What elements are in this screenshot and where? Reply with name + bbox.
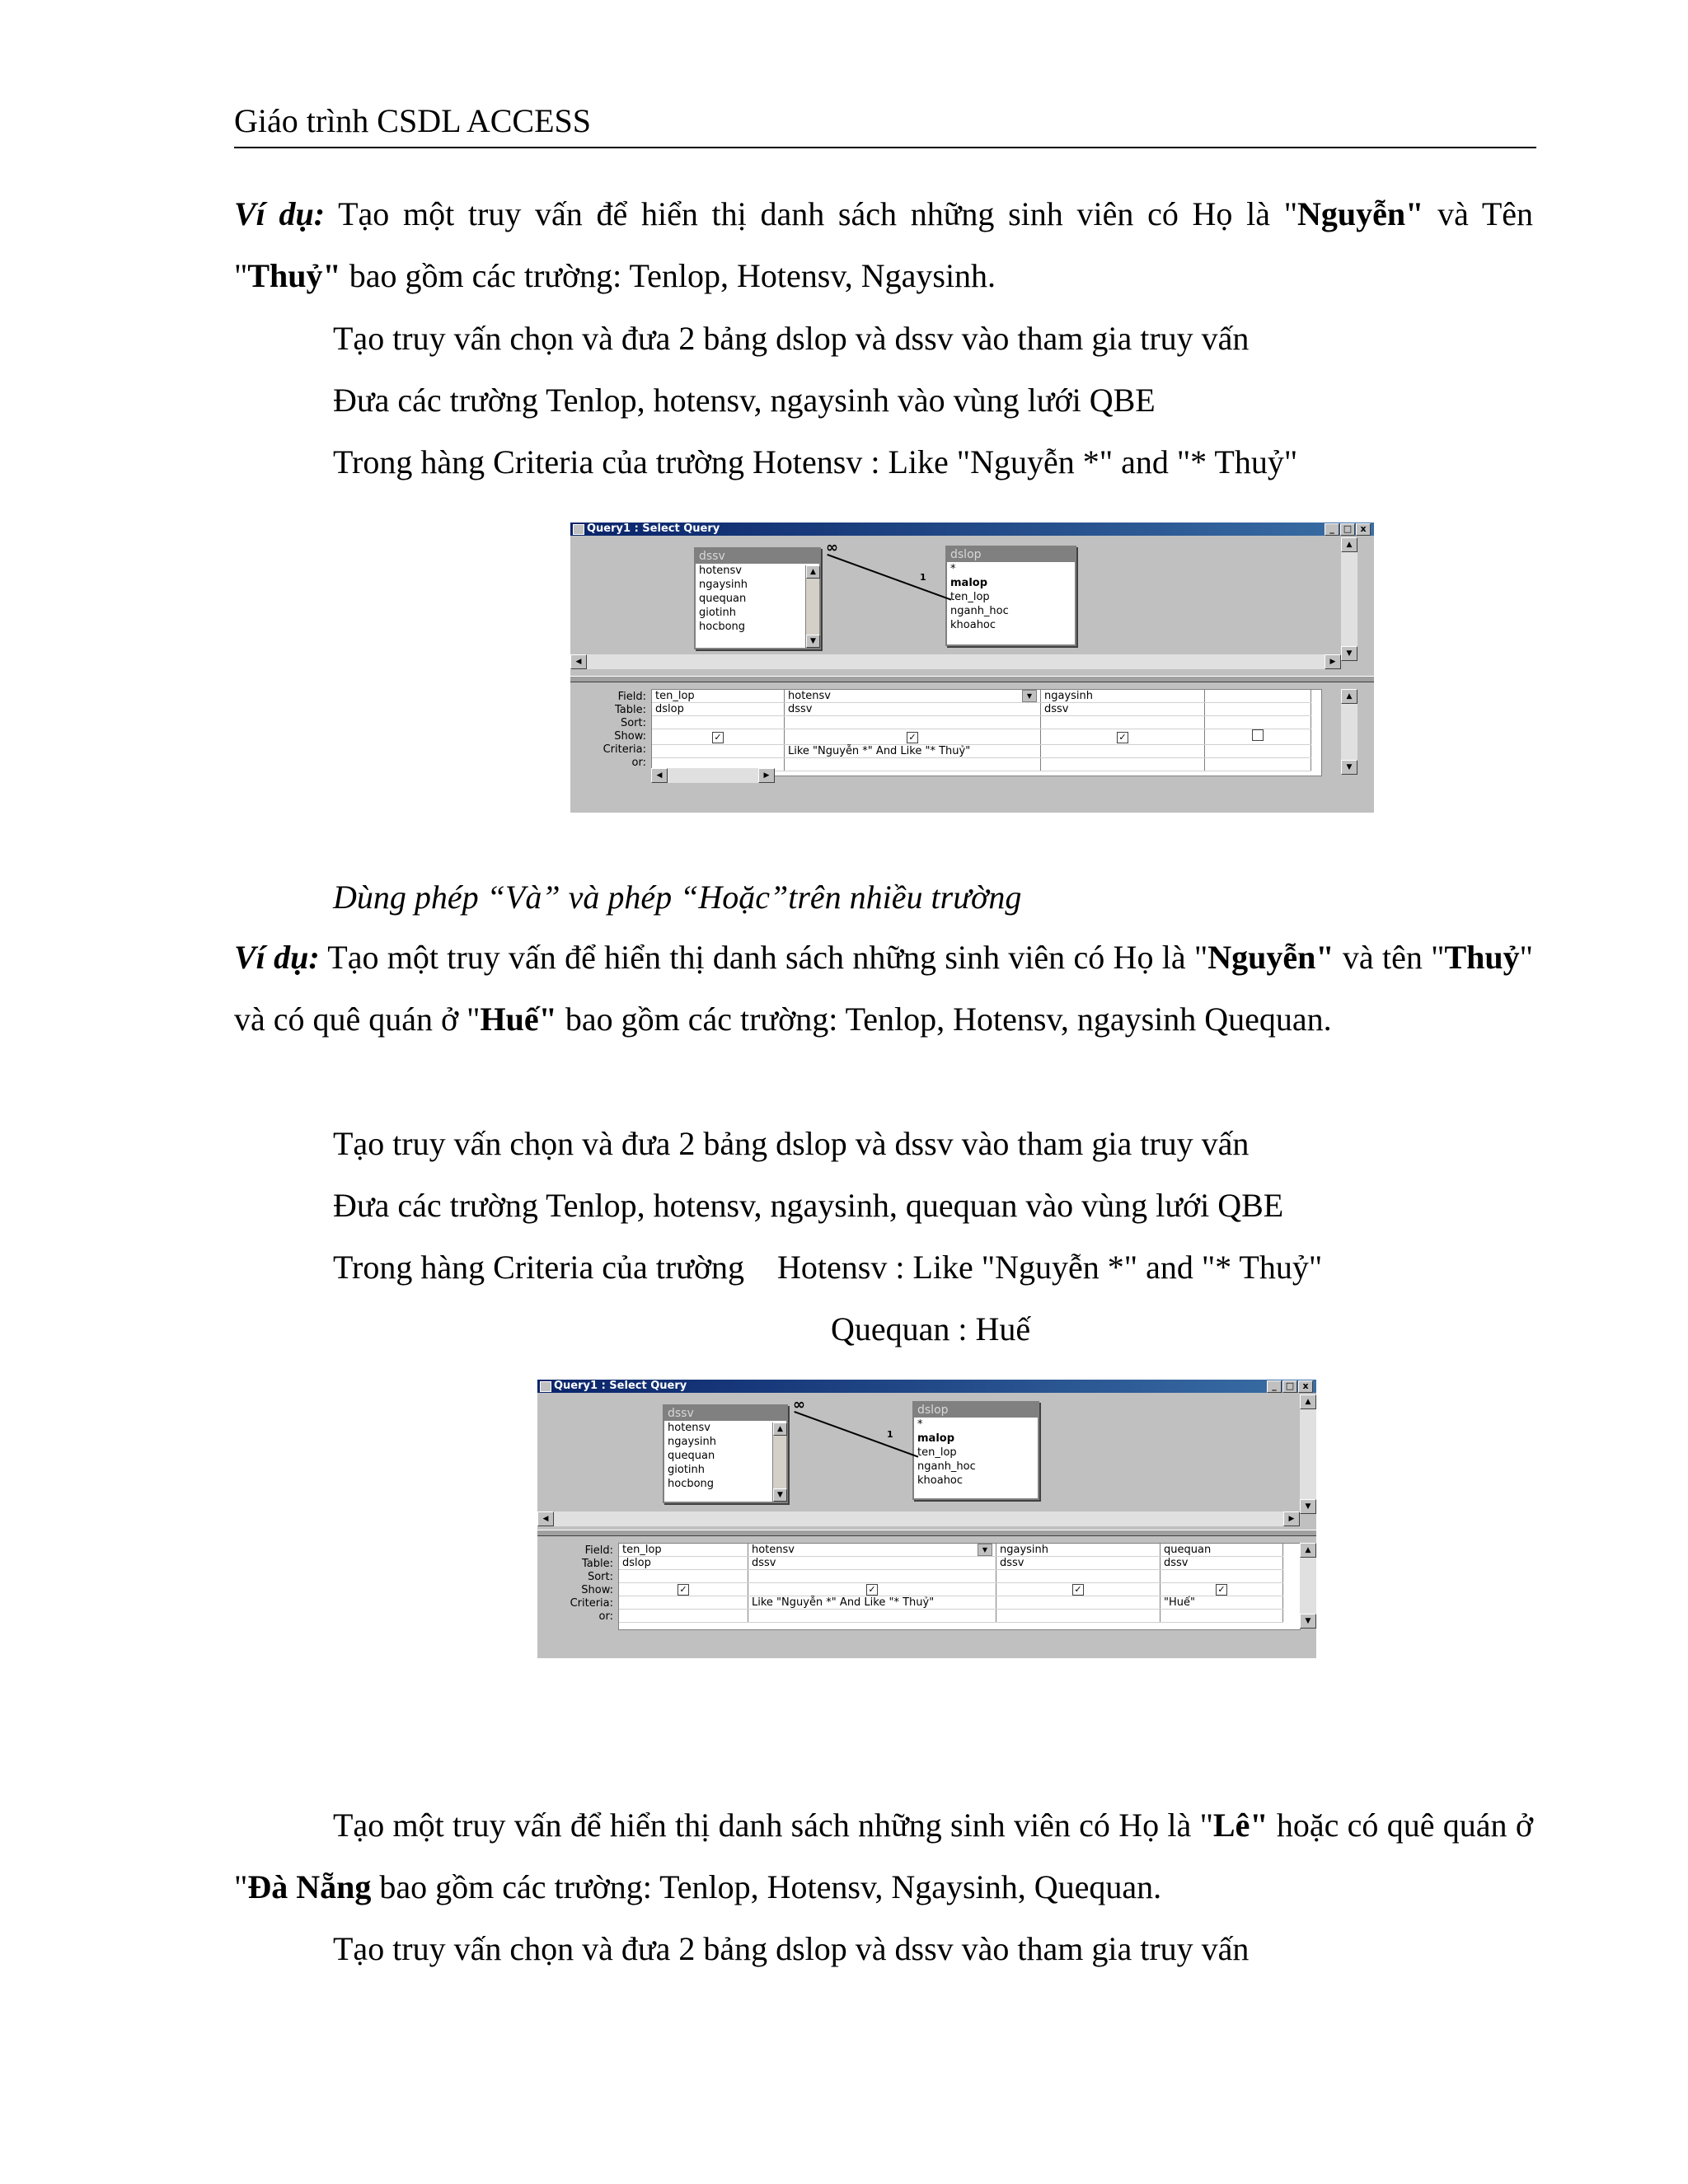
grid-cell[interactable]: Like "Nguyễn *" And Like "* Thuỷ" — [785, 745, 1041, 758]
field-item[interactable]: hotensv — [699, 565, 742, 577]
grid-horizontal-scrollbar[interactable] — [651, 768, 775, 783]
window-titlebar — [570, 523, 1374, 536]
field-item[interactable]: giotinh — [668, 1464, 706, 1476]
grid-cell[interactable]: dslop — [619, 1557, 748, 1570]
field-list-dslop[interactable] — [945, 546, 1076, 646]
grid-cell[interactable]: dssv — [1041, 703, 1205, 716]
grid-cell[interactable]: ngaysinh — [996, 1544, 1160, 1557]
field-item[interactable]: * — [950, 563, 956, 575]
grid-cell[interactable]: dslop — [652, 703, 785, 716]
example2-paragraph — [234, 926, 1533, 1050]
text-span: và tên " — [1334, 939, 1445, 976]
table-row — [619, 1557, 1283, 1570]
field-item[interactable]: hotensv — [668, 1422, 710, 1434]
row-label: or: — [598, 1610, 613, 1623]
cell-text: hotensv — [788, 690, 831, 702]
field-item[interactable]: quequan — [699, 593, 747, 605]
example-label: Ví dụ: — [234, 939, 320, 976]
grid-cell[interactable] — [652, 716, 785, 729]
section3-paragraph — [234, 1794, 1533, 1918]
show-checkbox[interactable]: ✓ — [907, 732, 918, 743]
field-item[interactable]: nganh_hoc — [917, 1460, 976, 1473]
grid-cell[interactable] — [785, 716, 1041, 729]
field-list-title: dslop — [914, 1403, 1038, 1418]
qbe-row-labels — [537, 1544, 613, 1624]
grid-cell[interactable] — [1041, 745, 1205, 758]
row-label: Criteria: — [603, 743, 646, 756]
scroll-down-arrow-icon[interactable]: ▼ — [806, 635, 820, 648]
bold-span: Lê" — [1212, 1807, 1268, 1844]
scroll-left-arrow-icon[interactable]: ◀ — [651, 768, 668, 783]
field-list-title: dssv — [664, 1406, 786, 1421]
field-list-dslop[interactable] — [912, 1401, 1039, 1500]
text-span: bao gồm các trường: Tenlop, Hotensv, Ngaysinh. — [340, 257, 996, 294]
grid-cell[interactable] — [619, 1596, 748, 1610]
bold-span: Thuỷ" — [247, 257, 341, 294]
show-row — [619, 1583, 1283, 1596]
page-header: Giáo trình CSDL ACCESS — [234, 99, 1536, 148]
grid-cell[interactable]: dssv — [1160, 1557, 1283, 1570]
example2-step4: Quequan : Huế — [831, 1310, 1031, 1347]
qbe-row-labels — [570, 691, 646, 770]
row-label: Field: — [617, 691, 646, 703]
field-item[interactable]: khoahoc — [950, 619, 996, 631]
upper-vertical-scrollbar[interactable] — [1300, 1394, 1316, 1514]
grid-cell[interactable] — [748, 1544, 996, 1557]
window-title: Query1 : Select Query — [554, 1380, 687, 1392]
scroll-left-arrow-icon[interactable]: ◀ — [570, 654, 587, 669]
scroll-right-arrow-icon[interactable]: ▶ — [1283, 1511, 1300, 1526]
row-label: Field: — [584, 1544, 613, 1557]
grid-cell[interactable]: "Huế" — [1160, 1596, 1283, 1610]
field-row — [619, 1544, 1283, 1557]
show-checkbox[interactable]: ✓ — [678, 1584, 689, 1596]
row-label: Table: — [582, 1558, 613, 1570]
scroll-left-arrow-icon[interactable]: ◀ — [537, 1511, 554, 1526]
scroll-right-arrow-icon[interactable]: ▶ — [758, 768, 775, 783]
scroll-down-arrow-icon[interactable]: ▼ — [1300, 1499, 1316, 1514]
scroll-down-arrow-icon[interactable]: ▼ — [1341, 760, 1357, 775]
example1-paragraph — [234, 183, 1533, 307]
show-checkbox[interactable]: ✓ — [1072, 1584, 1084, 1596]
scroll-down-arrow-icon[interactable]: ▼ — [773, 1488, 787, 1502]
grid-cell — [748, 1583, 996, 1596]
bold-span: Nguyễn" — [1297, 195, 1424, 232]
grid-cell[interactable]: dssv — [996, 1557, 1160, 1570]
grid-cell[interactable] — [996, 1570, 1160, 1583]
criteria-row — [652, 745, 1311, 758]
show-checkbox[interactable]: ✓ — [1117, 732, 1128, 743]
scroll-up-arrow-icon[interactable]: ▲ — [1300, 1394, 1316, 1409]
minimize-button[interactable]: _ — [1325, 523, 1339, 536]
maximize-button[interactable]: □ — [1340, 523, 1355, 536]
field-item[interactable]: khoahoc — [917, 1474, 964, 1487]
field-item[interactable]: hocbong — [668, 1478, 715, 1490]
grid-cell[interactable] — [1160, 1610, 1283, 1623]
grid-cell[interactable]: quequan — [1160, 1544, 1283, 1557]
grid-cell — [1205, 729, 1311, 745]
grid-cell[interactable] — [1205, 703, 1311, 716]
text-span: và Tên " — [234, 195, 1534, 294]
text-span: hoặc có quê quán ở " — [234, 1807, 1534, 1905]
scroll-up-arrow-icon[interactable]: ▲ — [1341, 537, 1357, 552]
qbe-grid[interactable] — [651, 689, 1322, 776]
grid-cell[interactable] — [748, 1610, 996, 1623]
grid-cell[interactable] — [1205, 690, 1311, 703]
join-one-symbol: 1 — [887, 1429, 893, 1440]
grid-cell[interactable]: Like "Nguyễn *" And Like "* Thuỷ" — [748, 1596, 996, 1610]
upper-horizontal-scrollbar[interactable] — [570, 654, 1341, 669]
grid-cell[interactable] — [652, 745, 785, 758]
field-list-dssv[interactable] — [663, 1404, 788, 1503]
grid-cell — [619, 1583, 748, 1596]
join-one-symbol: 1 — [920, 572, 926, 583]
grid-cell[interactable] — [748, 1570, 996, 1583]
example2-step1: Tạo truy vấn chọn và đưa 2 bảng dslop và dssv vào tham gia truy vấn — [333, 1125, 1250, 1162]
field-item[interactable]: ngaysinh — [668, 1436, 717, 1448]
grid-cell[interactable]: dssv — [785, 703, 1041, 716]
field-list-title: dssv — [696, 549, 819, 564]
row-label: Criteria: — [570, 1597, 613, 1610]
scroll-right-arrow-icon[interactable]: ▶ — [1325, 654, 1341, 669]
grid-cell[interactable]: ten_lop — [619, 1544, 748, 1557]
close-button[interactable]: x — [1298, 1380, 1313, 1393]
minimize-button[interactable]: _ — [1267, 1380, 1282, 1393]
grid-cell[interactable]: dssv — [748, 1557, 996, 1570]
field-list-title: dslop — [947, 547, 1075, 562]
grid-cell[interactable] — [785, 758, 1041, 771]
or-row — [619, 1610, 1283, 1623]
show-row — [652, 729, 1311, 745]
window-title: Query1 : Select Query — [587, 523, 720, 535]
query-window-2 — [537, 1380, 1316, 1658]
join-line — [794, 1411, 918, 1458]
bold-span: Huế" — [480, 1001, 557, 1038]
field-item[interactable]: nganh_hoc — [950, 605, 1009, 617]
row-label: Show: — [581, 1584, 613, 1596]
field-list-scrollbar[interactable] — [772, 1422, 786, 1502]
grid-vertical-scrollbar[interactable] — [1300, 1543, 1316, 1629]
grid-cell[interactable] — [1205, 758, 1311, 771]
sort-row — [619, 1570, 1283, 1583]
example-label: Ví dụ: — [234, 195, 326, 232]
scroll-down-arrow-icon[interactable]: ▼ — [1341, 646, 1357, 661]
row-label: Show: — [614, 730, 646, 743]
query-window-1 — [570, 523, 1374, 813]
example2-step3: Trong hàng Criteria của trường Hotensv : Like "Nguyễn *" and "* Thuỷ" — [333, 1249, 1323, 1286]
grid-cell — [1041, 729, 1205, 745]
pane-splitter[interactable] — [537, 1530, 1316, 1536]
grid-cell[interactable] — [996, 1596, 1160, 1610]
grid-cell[interactable] — [1160, 1570, 1283, 1583]
grid-cell — [1160, 1583, 1283, 1596]
field-row — [652, 690, 1311, 703]
row-label: or: — [631, 757, 646, 769]
criteria-row — [619, 1596, 1283, 1610]
show-checkbox[interactable]: ✓ — [712, 732, 724, 743]
row-label: Table: — [615, 704, 646, 716]
bold-span: Thuỷ — [1444, 939, 1520, 976]
field-item[interactable]: ten_lop — [917, 1446, 957, 1459]
close-button[interactable]: x — [1356, 523, 1371, 536]
field-item[interactable]: * — [917, 1418, 923, 1431]
join-many-symbol: ∞ — [826, 539, 838, 556]
field-list-dssv[interactable] — [694, 547, 821, 649]
qbe-grid[interactable] — [618, 1543, 1301, 1630]
pane-splitter[interactable] — [570, 676, 1374, 682]
grid-cell[interactable]: ten_lop — [652, 690, 785, 703]
text-span: Tạo một truy vấn để hiển thị danh sách những sinh viên có Họ là " — [333, 1807, 1213, 1844]
table-row — [652, 703, 1311, 716]
field-item-key[interactable]: malop — [950, 577, 988, 589]
example1-step1: Tạo truy vấn chọn và đưa 2 bảng dslop và dssv vào tham gia truy vấn — [333, 320, 1250, 357]
field-item-key[interactable]: malop — [917, 1432, 955, 1445]
maximize-button[interactable]: □ — [1282, 1380, 1297, 1393]
text-span: bao gồm các trường: Tenlop, Hotensv, Ngaysinh, Quequan. — [371, 1868, 1162, 1905]
scroll-up-arrow-icon[interactable]: ▲ — [773, 1422, 787, 1436]
bold-span: Nguyễn" — [1207, 939, 1334, 976]
show-checkbox[interactable]: ✓ — [1216, 1584, 1227, 1596]
grid-cell[interactable] — [619, 1610, 748, 1623]
text-span: Tạo một truy vấn để hiển thị danh sách những sinh viên có Họ là " — [325, 195, 1298, 232]
grid-cell — [785, 729, 1041, 745]
dropdown-arrow-icon[interactable]: ▼ — [1022, 690, 1037, 702]
text-span: Tạo một truy vấn để hiển thị danh sách những sinh viên có Họ là " — [319, 939, 1208, 976]
section2-heading: Dùng phép “Và” và phép “Hoặc”trên nhiều trường — [333, 879, 1022, 916]
grid-cell[interactable] — [785, 690, 1041, 703]
row-label: Sort: — [587, 1571, 613, 1583]
scroll-up-arrow-icon[interactable]: ▲ — [1341, 689, 1357, 704]
field-list-scrollbar[interactable] — [805, 565, 819, 648]
row-label: Sort: — [620, 717, 646, 729]
grid-cell[interactable] — [1041, 758, 1205, 771]
section3-step1: Tạo truy vấn chọn và đưa 2 bảng dslop và dssv vào tham gia truy vấn — [333, 1930, 1250, 1967]
scroll-down-arrow-icon[interactable]: ▼ — [1300, 1614, 1316, 1629]
scroll-up-arrow-icon[interactable]: ▲ — [1300, 1543, 1316, 1558]
grid-cell[interactable] — [619, 1570, 748, 1583]
grid-cell[interactable] — [1205, 716, 1311, 729]
text-span: " và có quê quán ở " — [234, 939, 1533, 1038]
upper-horizontal-scrollbar[interactable] — [537, 1511, 1300, 1526]
field-item[interactable]: quequan — [668, 1450, 715, 1462]
grid-cell[interactable]: ngaysinh — [1041, 690, 1205, 703]
grid-cell[interactable] — [1205, 745, 1311, 758]
query-icon — [540, 1381, 551, 1392]
field-item[interactable]: hocbong — [699, 621, 746, 633]
text-span: bao gồm các trường: Tenlop, Hotensv, ngaysinh Quequan. — [556, 1001, 1332, 1038]
join-many-symbol: ∞ — [793, 1396, 805, 1413]
grid-cell — [652, 729, 785, 745]
show-checkbox-unchecked[interactable] — [1252, 729, 1264, 741]
query-icon — [573, 524, 584, 535]
join-line — [827, 554, 951, 601]
field-item[interactable]: ngaysinh — [699, 579, 748, 591]
show-checkbox[interactable]: ✓ — [866, 1584, 878, 1596]
field-item[interactable]: ten_lop — [950, 591, 990, 603]
dropdown-arrow-icon[interactable]: ▼ — [978, 1544, 992, 1556]
example1-step3: Trong hàng Criteria của trường Hotensv : Like "Nguyễn *" and "* Thuỷ" — [333, 443, 1298, 480]
grid-cell[interactable] — [1041, 716, 1205, 729]
window-titlebar — [537, 1380, 1316, 1393]
grid-cell[interactable] — [996, 1610, 1160, 1623]
example2-step2: Đưa các trường Tenlop, hotensv, ngaysinh, quequan vào vùng lưới QBE — [333, 1187, 1284, 1224]
field-item[interactable]: giotinh — [699, 607, 737, 619]
scroll-up-arrow-icon[interactable]: ▲ — [806, 565, 820, 579]
upper-vertical-scrollbar[interactable] — [1341, 537, 1357, 661]
example1-step2: Đưa các trường Tenlop, hotensv, ngaysinh vào vùng lưới QBE — [333, 382, 1156, 419]
grid-cell — [996, 1583, 1160, 1596]
bold-span: Đà Nẵng — [247, 1868, 372, 1905]
cell-text: hotensv — [752, 1544, 795, 1556]
grid-vertical-scrollbar[interactable] — [1341, 689, 1357, 775]
sort-row — [652, 716, 1311, 729]
